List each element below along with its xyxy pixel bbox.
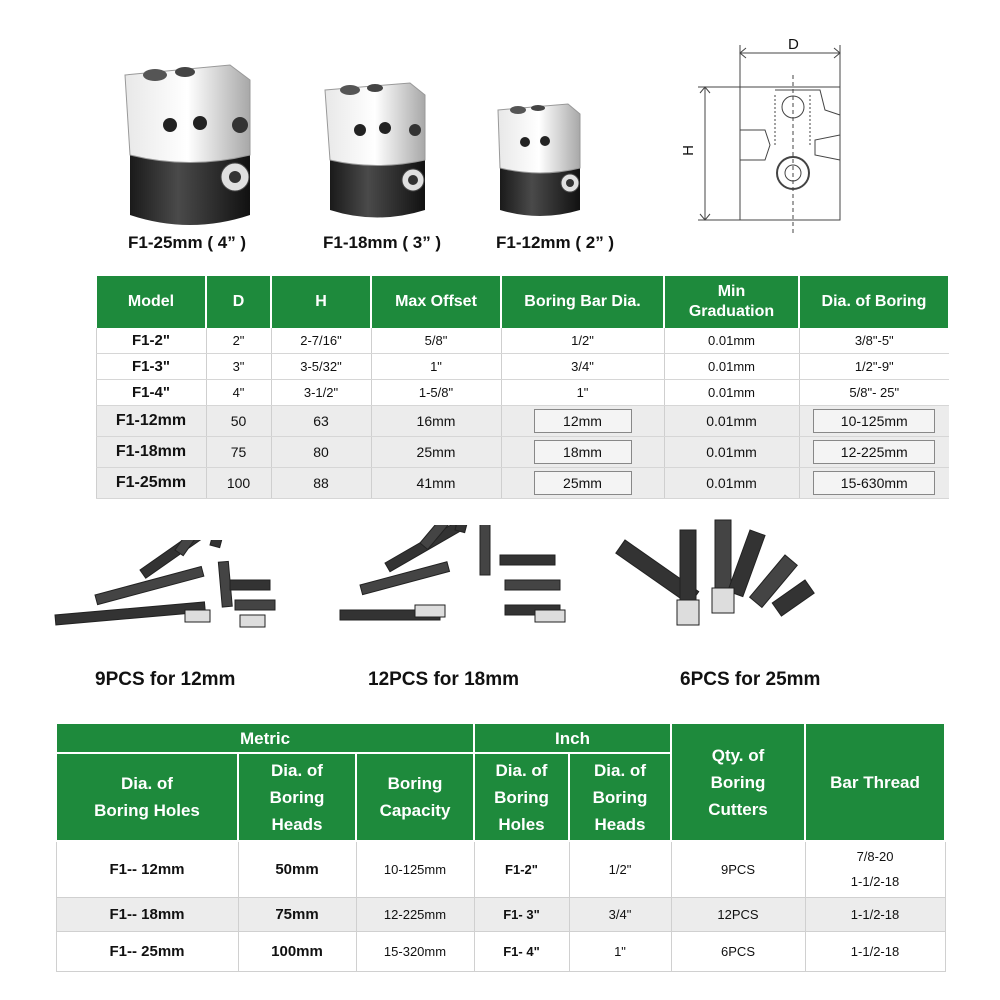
cell: 100: [206, 468, 271, 499]
cell: 63: [271, 406, 371, 437]
cell: 80: [271, 437, 371, 468]
cell: 3/4": [501, 354, 664, 380]
cell: 1-1/2-18: [805, 931, 945, 971]
th-boring-capacity: Boring Capacity: [356, 753, 474, 841]
table-row: [56, 931, 945, 971]
th-dia-boring-holes: Dia. of Boring Holes: [56, 753, 238, 841]
cell: [799, 406, 949, 437]
cutter-set-label-18mm: 12PCS for 18mm: [368, 669, 520, 690]
cell: 1": [371, 354, 501, 380]
cell: 75mm: [238, 897, 356, 931]
cell: 10-125mm: [356, 841, 474, 897]
cell: F1-2": [474, 841, 569, 897]
cell-model: F1-12mm: [96, 406, 206, 437]
th-group-metric: Metric: [56, 723, 474, 753]
boxed-value: 10-125mm: [813, 409, 935, 433]
cell: [501, 468, 664, 499]
table-row: [96, 354, 949, 380]
th-h: H: [271, 276, 371, 328]
cell: 41mm: [371, 468, 501, 499]
cell: [501, 437, 664, 468]
cell: 3/8"-5": [799, 328, 949, 354]
th-group-inch: Inch: [474, 723, 671, 753]
cutter-set-12pcs-image: [335, 525, 575, 635]
cell: 1": [501, 380, 664, 406]
spec-table-header: [96, 276, 949, 328]
cell-model: F1-18mm: [96, 437, 206, 468]
th-bar-thread: Bar Thread: [805, 723, 945, 841]
cell: 3-1/2": [271, 380, 371, 406]
cell: 50mm: [238, 841, 356, 897]
head-label-18mm: F1-18mm ( 3” ): [323, 233, 442, 252]
table-row: [96, 380, 949, 406]
cell: 3-5/32": [271, 354, 371, 380]
cell: 0.01mm: [664, 328, 799, 354]
cell: [799, 437, 949, 468]
cell: 9PCS: [671, 841, 805, 897]
cell: 75: [206, 437, 271, 468]
cell: 1/2": [501, 328, 664, 354]
table-row: [96, 468, 949, 499]
boring-head-25mm-image: [110, 55, 270, 230]
table-row: [96, 437, 949, 468]
cell: 1": [569, 931, 671, 971]
cell: 1/2"-9": [799, 354, 949, 380]
dimension-diagram: [680, 35, 860, 250]
boxed-value: 12mm: [534, 409, 632, 433]
head-label-12mm: F1-12mm ( 2” ): [496, 233, 615, 252]
cell: 0.01mm: [664, 354, 799, 380]
cell-model: F1-2": [96, 328, 206, 354]
th-inch-boring-heads: Dia. of Boring Heads: [569, 753, 671, 841]
cell: F1-- 18mm: [56, 897, 238, 931]
cell: 100mm: [238, 931, 356, 971]
cell: 6PCS: [671, 931, 805, 971]
boxed-value: 12-225mm: [813, 440, 935, 464]
cell: 1-5/8": [371, 380, 501, 406]
cell-model: F1-3": [96, 354, 206, 380]
th-min-graduation: Min Graduation: [664, 276, 799, 328]
th-dia-of-boring: Dia. of Boring: [799, 276, 949, 328]
th-max-offset: Max Offset: [371, 276, 501, 328]
cell: 5/8": [371, 328, 501, 354]
th-model: Model: [96, 276, 206, 328]
cell: 2-7/16": [271, 328, 371, 354]
boring-head-12mm-image: [490, 98, 590, 223]
cell-model: F1-4": [96, 380, 206, 406]
summary-group-header: [56, 723, 945, 753]
th-dia-boring-heads: Dia. of Boring Heads: [238, 753, 356, 841]
th-qty-cutters: Qty. of Boring Cutters: [671, 723, 805, 841]
table-row: [56, 841, 945, 897]
cell: [501, 406, 664, 437]
cell: 0.01mm: [664, 468, 799, 499]
cell: 5/8"- 25": [799, 380, 949, 406]
boxed-value: 25mm: [534, 471, 632, 495]
cell: 88: [271, 468, 371, 499]
cell: F1- 3": [474, 897, 569, 931]
cell: 0.01mm: [664, 437, 799, 468]
cell: 50: [206, 406, 271, 437]
th-d: D: [206, 276, 271, 328]
cell: 12-225mm: [356, 897, 474, 931]
dimension-d-label: D: [788, 36, 799, 53]
cell: F1- 4": [474, 931, 569, 971]
cell: 15-320mm: [356, 931, 474, 971]
cell: 0.01mm: [664, 406, 799, 437]
cell: 16mm: [371, 406, 501, 437]
cell: 3": [206, 354, 271, 380]
th-boring-bar-dia: Boring Bar Dia.: [501, 276, 664, 328]
cutter-set-label-25mm: 6PCS for 25mm: [680, 669, 821, 690]
th-inch-boring-holes: Dia. of Boring Holes: [474, 753, 569, 841]
cell: 1-1/2-18: [805, 897, 945, 931]
summary-table: [55, 722, 946, 972]
cutter-set-9pcs-image: [45, 540, 285, 640]
boring-head-18mm-image: [315, 75, 440, 225]
cell: 0.01mm: [664, 380, 799, 406]
cell: 3/4": [569, 897, 671, 931]
cutter-set-label-12mm: 9PCS for 12mm: [95, 669, 236, 690]
head-label-25mm: F1-25mm ( 4” ): [128, 233, 247, 252]
cell: 1/2": [569, 841, 671, 897]
spec-table: [95, 276, 950, 499]
cell: 2": [206, 328, 271, 354]
cell: F1-- 25mm: [56, 931, 238, 971]
cell: 4": [206, 380, 271, 406]
table-row: [56, 897, 945, 931]
table-row: [96, 328, 949, 354]
cell: F1-- 12mm: [56, 841, 238, 897]
boxed-value: 18mm: [534, 440, 632, 464]
cell: 25mm: [371, 437, 501, 468]
cell: 12PCS: [671, 897, 805, 931]
table-row: [96, 406, 949, 437]
cell-model: F1-25mm: [96, 468, 206, 499]
cell: [799, 468, 949, 499]
cutter-set-6pcs-image: [615, 510, 855, 635]
dimension-h-label: H: [679, 145, 697, 156]
boxed-value: 15-630mm: [813, 471, 935, 495]
cell: 7/8-20 1-1/2-18: [805, 841, 945, 897]
